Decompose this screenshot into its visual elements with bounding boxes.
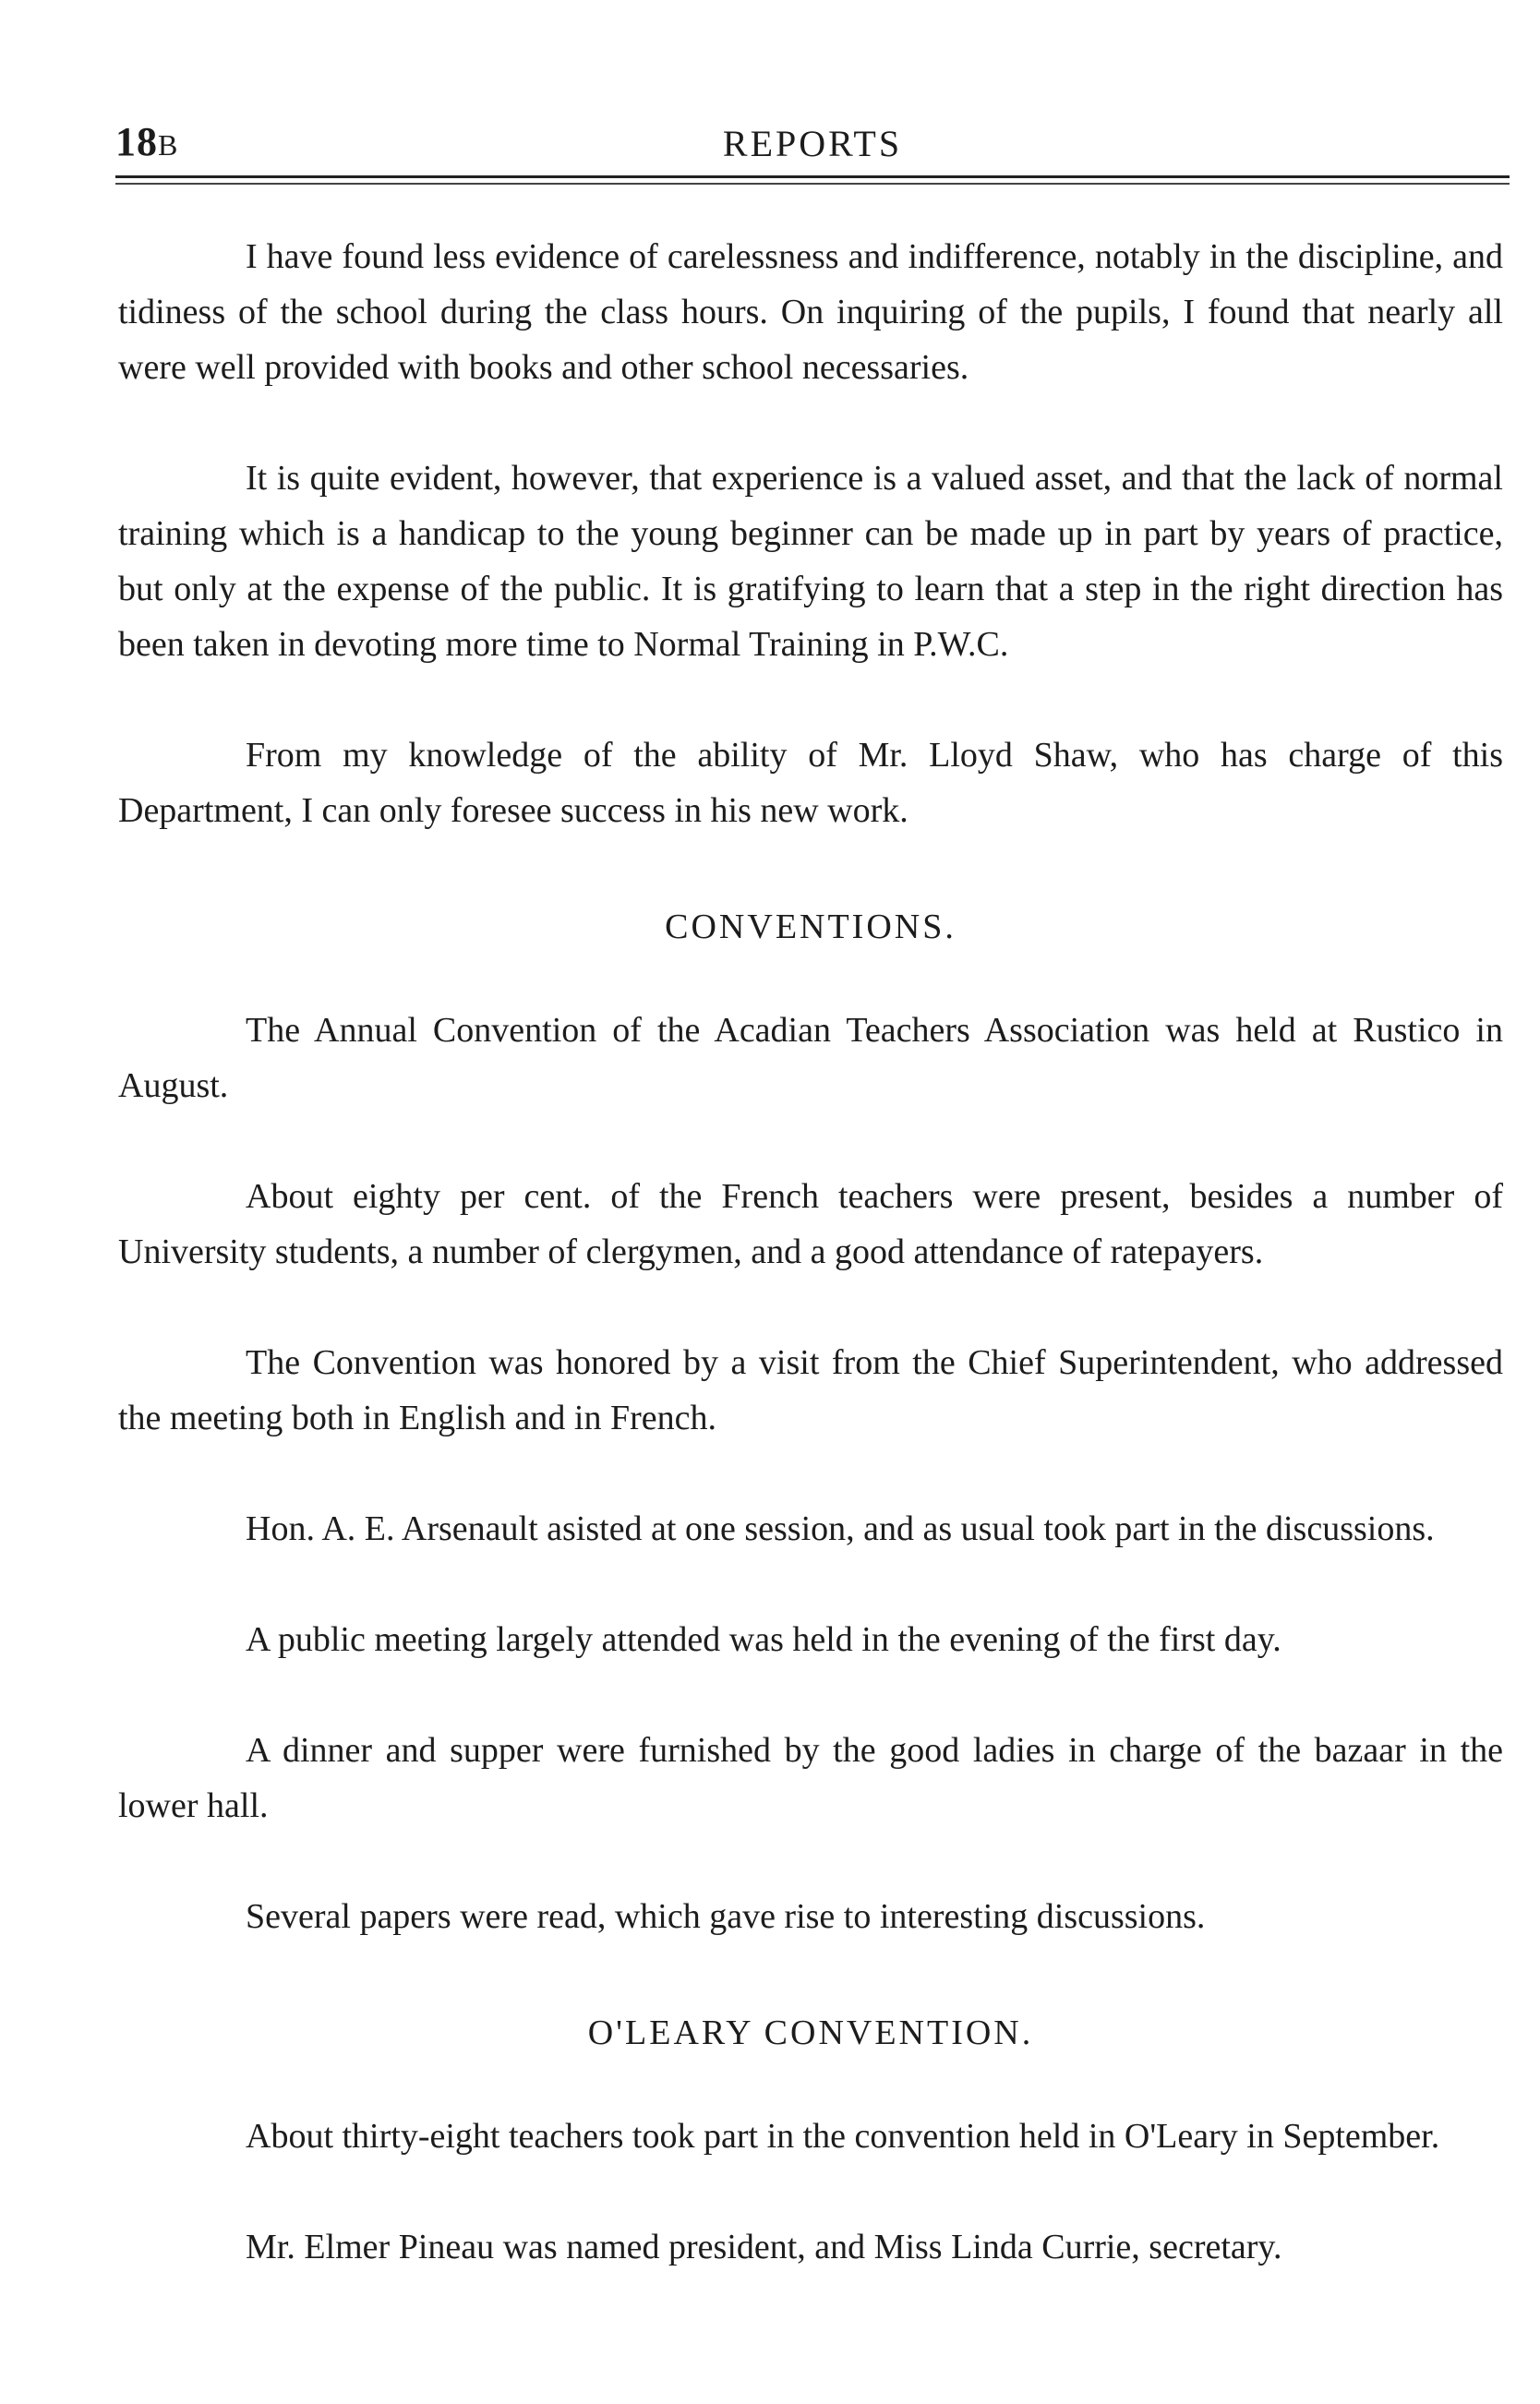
body-text [118,229,1503,2275]
paragraph-discipline: I have found less evidence of carelessness and indifference, notably in the discipline, and tidiness of the school during the class hours. On inquiring of the pupils, I found that nearly all were well provided with books and other school necessaries. [118,237,1503,387]
paragraph-attendance: About eighty per cent. of the French teachers were present, besides a number of University students, a number of clergymen, and a good attendance of ratepayers. [118,1177,1503,1271]
paragraph-officers-named: Mr. Elmer Pineau was named president, and Miss Linda Currie, secretary. [246,2228,1282,2266]
paragraph-papers-read: Several papers were read, which gave rise to interesting discussions. [246,1897,1206,1936]
page-number-digits: 18 [115,119,158,164]
paragraph-arsenault: Hon. A. E. Arsenault asisted at one session, and as usual took part in the discussions. [246,1509,1435,1548]
paragraph-public-meeting: A public meeting largely attended was held in the evening of the first day. [246,1620,1281,1659]
running-title: REPORTS [722,123,903,164]
running-head [115,118,1510,174]
paragraph-lloyd-shaw: From my knowledge of the ability of Mr. Lloyd Shaw, who has charge of this Department, I can only foresee success in his new work. [118,736,1503,830]
paragraph-oleary-teachers: About thirty-eight teachers took part in the convention held in O'Leary in September. [246,2117,1440,2156]
heading-conventions: CONVENTIONS. [665,908,956,946]
heading-oleary-convention: O'LEARY CONVENTION. [587,2013,1034,2052]
paragraph-annual-convention: The Annual Convention of the Acadian Teachers Association was held at Rustico in August. [118,1011,1503,1105]
paragraph-dinner-supper: A dinner and supper were furnished by the good ladies in charge of the bazaar in the lower hall. [118,1731,1503,1825]
header-rule-thin [115,183,1510,185]
header-rule-thick [115,175,1510,178]
paragraph-normal-training: It is quite evident, however, that experience is a valued asset, and that the lack of normal training which is a handicap to the young beginner can be made up in part by years of practice, but only at the expense of the public. It is gratifying to learn that a step in the right direction has been taken in devoting more time to Normal Training in P.W.C. [118,459,1503,664]
paragraph-superintendent-visit: The Convention was honored by a visit from the Chief Superintendent, who addressed the meeting both in English and in French. [118,1343,1503,1437]
page-number-suffix: B [158,128,179,162]
